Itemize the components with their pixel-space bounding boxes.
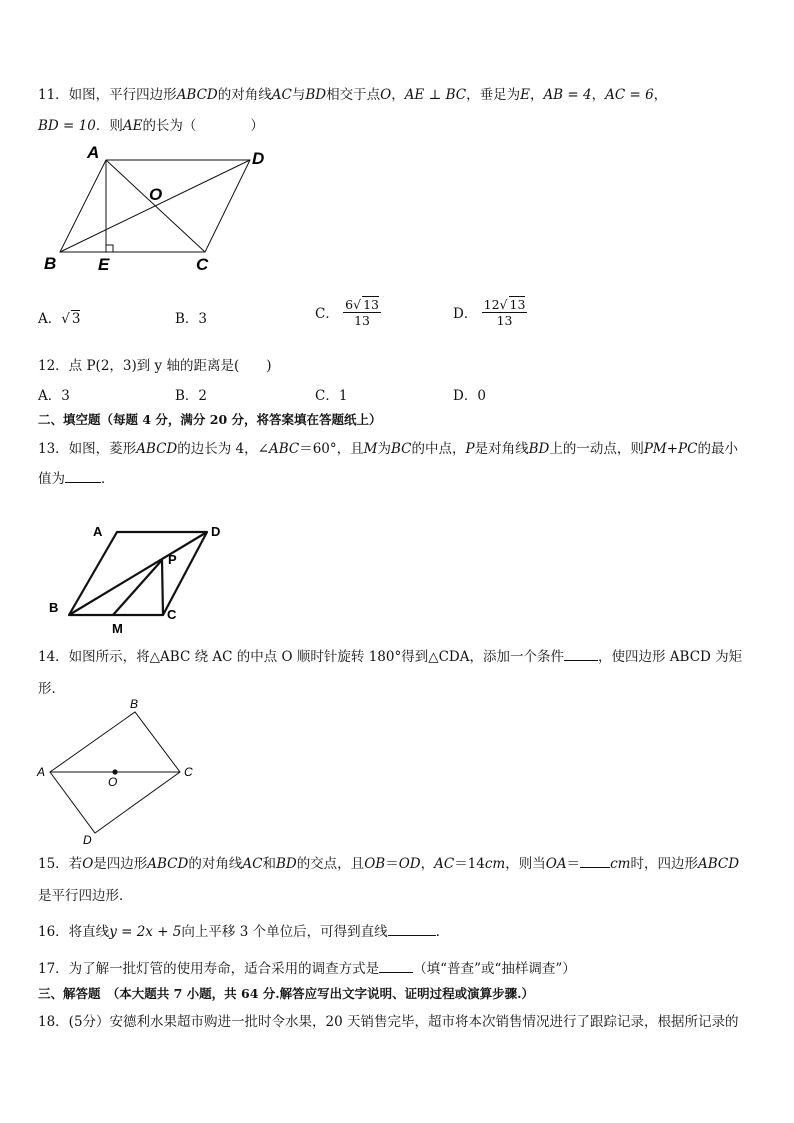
q15-stem-line2: 是平行四边形．	[38, 888, 133, 904]
q11-stem-line1: 11．如图，平行四边形ABCD的对角线AC与BD相交于点O，AE ⊥ BC，垂足为E，AB = 4，AC = 6，	[38, 87, 668, 103]
q14-label-o: O	[108, 775, 118, 789]
q14-label-d: D	[83, 833, 92, 847]
q17-stem: 17．为了解一批灯管的使用寿命，适合采用的调查方式是 （填“普查”或“抽样调查”）	[38, 957, 576, 977]
q14-label-c: C	[184, 765, 193, 779]
sqrt-symbol-icon: √	[61, 311, 70, 327]
q11-diagonal-bd	[60, 160, 250, 252]
q11-option-a[interactable]: A．√ 3	[38, 311, 81, 327]
q13-segment-pc	[162, 560, 163, 615]
q18-stem: 18．(5分）安德利水果超市购进一批时令水果，20 天销售完毕，超市将本次销售情况进行了跟踪记录，根据所记录的	[38, 1014, 739, 1030]
q11-option-d-fraction: $\frac{12√ 13}{13}$	[483, 297, 526, 328]
q11-label-d: D	[252, 149, 265, 168]
section-2-heading: 二、填空题（每题 4 分，满分 20 分，将答案填在答题纸上）	[38, 412, 382, 427]
q11-label-a: A	[87, 143, 100, 162]
q12-stem: 12．点 P(2，3)到 y 轴的距离是( )	[38, 358, 272, 374]
q13-diagonal-bd	[69, 532, 207, 615]
q14-stem-line2: 形．	[38, 681, 65, 697]
q12-option-c[interactable]: C．1	[315, 388, 348, 404]
q11-option-c-fraction: $\frac{6√ 13}{13}$	[345, 297, 379, 328]
q13-stem-line1: 13．如图，菱形ABCD的边长为 4，∠ABC＝60°，且M为BC的中点，P是对角线BD上的一动点，则PM+PC的最小	[38, 441, 738, 457]
sqrt-symbol-icon: √	[353, 297, 362, 312]
q12-option-b[interactable]: B．2	[175, 388, 208, 404]
q13-label-p: P	[168, 552, 177, 567]
q11-label-b: B	[44, 254, 57, 273]
q11-option-c[interactable]: C． $\frac{6√ 13}{13}$	[315, 297, 379, 328]
q14-label-a: A	[37, 765, 46, 779]
q13-label-m: M	[112, 621, 123, 636]
q13-label-b: B	[49, 600, 59, 615]
q11-label-e: E	[98, 255, 110, 273]
q11-label-o: O	[149, 185, 163, 204]
q13-answer-blank[interactable]	[65, 468, 101, 483]
q11-option-b[interactable]: B．3	[175, 311, 208, 327]
q13-label-c: C	[167, 607, 177, 622]
q12-option-a[interactable]: A．3	[38, 388, 70, 404]
sqrt-symbol-icon: √	[499, 297, 508, 312]
q17-answer-blank[interactable]	[379, 958, 413, 973]
q15-stem-line1: 15．若O是四边形ABCD的对角线AC和BD的交点，且OB＝OD，AC＝14cm，则当OA＝ cm时，四边形ABCD	[38, 852, 739, 872]
q11-option-d[interactable]: D． $\frac{12√ 13}{13}$	[453, 297, 526, 328]
q11-right-angle-mark	[106, 245, 113, 252]
q13-label-a: A	[93, 524, 103, 539]
q14-label-b: B	[130, 697, 139, 711]
q13-segment-pm	[113, 560, 162, 615]
q11-label-c: C	[196, 255, 209, 273]
q16-stem: 16．将直线y = 2x + 5向上平移 3 个单位后，可得到直线 .	[38, 920, 440, 940]
q13-rhombus-figure	[45, 518, 235, 636]
q13-label-d: D	[211, 524, 221, 539]
q14-stem-line1: 14．如图所示，将△ABC 绕 AC 的中点 O 顺时针旋转 180°得到△CDA，添加一个条件 ，使四边形 ABCD 为矩	[38, 645, 742, 665]
q14-answer-blank[interactable]	[564, 646, 598, 661]
q14-quadrilateral-figure	[34, 695, 204, 847]
q11-stem-line2: BD = 10．则AE的长为（ ）	[38, 118, 264, 134]
q12-option-d[interactable]: D．0	[453, 388, 486, 404]
q13-stem-line2: 值为 ．	[38, 467, 115, 487]
q16-answer-blank[interactable]	[388, 921, 436, 936]
q14-midpoint-o	[112, 769, 117, 774]
section-3-heading: 三、解答题 （本大题共 7 小题，共 64 分.解答应写出文字说明、证明过程或演算步骤.）	[38, 986, 534, 1001]
q11-parallelogram-figure	[40, 138, 280, 273]
q15-answer-blank[interactable]	[580, 853, 610, 868]
